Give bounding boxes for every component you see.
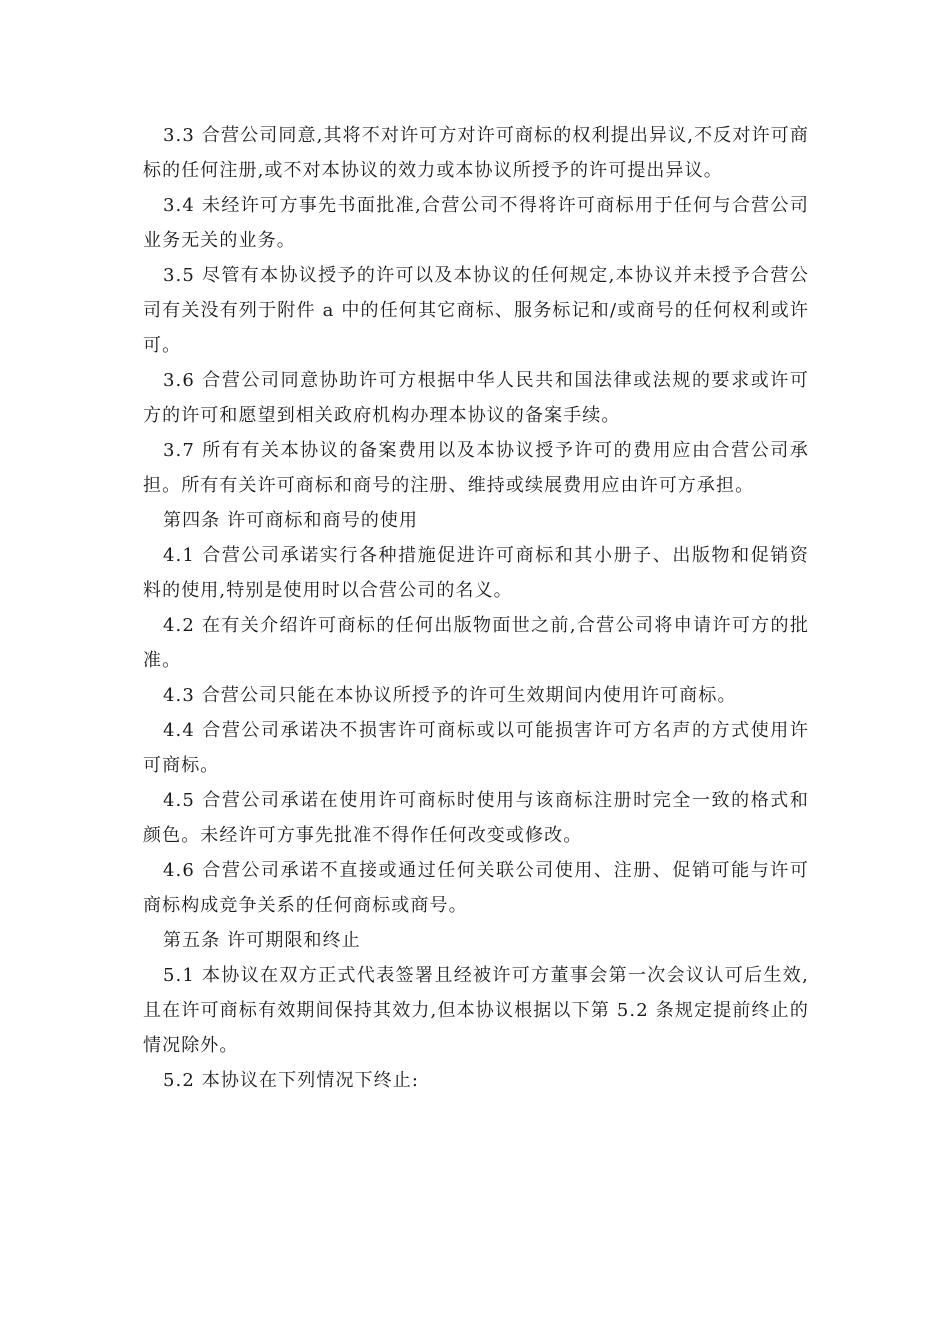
clause-4-1: 4.1 合营公司承诺实行各种措施促进许可商标和其小册子、出版物和促销资料的使用,特别是使用时以合营公司的名义。 [143,545,809,601]
clause-3-4: 3.4 未经许可方事先书面批准,合营公司不得将许可商标用于任何与合营公司业务无关的业务。 [143,195,809,251]
clause-4-4: 4.4 合营公司承诺决不损害许可商标或以可能损害许可方名声的方式使用许可商标。 [143,720,809,776]
clause-4-5: 4.5 合营公司承诺在使用许可商标时使用与该商标注册时完全一致的格式和颜色。未经许可方事先批准不得作任何改变或修改。 [143,790,809,846]
clause-4-6: 4.6 合营公司承诺不直接或通过任何关联公司使用、注册、促销可能与许可商标构成竞争关系的任何商标或商号。 [143,860,809,916]
clause-3-7: 3.7 所有有关本协议的备案费用以及本协议授予许可的费用应由合营公司承担。所有有关许可商标和商号的注册、维持或续展费用应由许可方承担。 [143,440,809,496]
clause-5-1: 5.1 本协议在双方正式代表签署且经被许可方董事会第一次会议认可后生效,且在许可商标有效期间保持其效力,但本协议根据以下第 5.2 条规定提前终止的情况除外。 [143,965,809,1056]
document-body [143,118,809,1098]
clause-3-3: 3.3 合营公司同意,其将不对许可方对许可商标的权利提出异议,不反对许可商标的任何注册,或不对本协议的效力或本协议所授予的许可提出异议。 [143,125,809,181]
article-4-heading: 第四条 许可商标和商号的使用 [163,510,419,531]
clause-4-2: 4.2 在有关介绍许可商标的任何出版物面世之前,合营公司将申请许可方的批准。 [143,615,809,671]
clause-4-3: 4.3 合营公司只能在本协议所授予的许可生效期间内使用许可商标。 [163,685,737,706]
clause-3-6: 3.6 合营公司同意协助许可方根据中华人民共和国法律或法规的要求或许可方的许可和愿望到相关政府机构办理本协议的备案手续。 [143,370,809,426]
article-5-heading: 第五条 许可期限和终止 [163,930,361,951]
clause-3-5: 3.5 尽管有本协议授予的许可以及本协议的任何规定,本协议并未授予合营公司有关没有列于附件 a 中的任何其它商标、服务标记和/或商号的任何权利或许可。 [143,265,809,356]
clause-5-2: 5.2 本协议在下列情况下终止: [163,1070,420,1091]
